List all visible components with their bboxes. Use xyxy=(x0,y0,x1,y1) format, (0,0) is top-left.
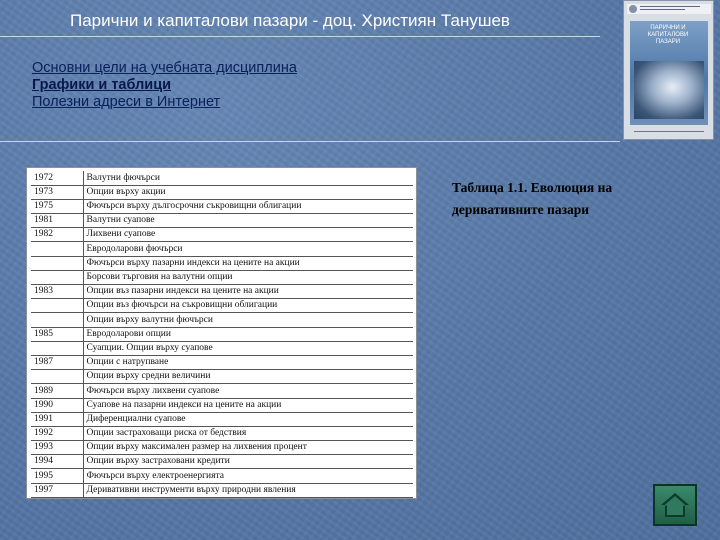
table-year-cell xyxy=(31,270,83,284)
table-year-cell xyxy=(31,256,83,270)
table-row xyxy=(31,370,413,384)
table-row xyxy=(31,384,413,398)
table-year-cell xyxy=(31,341,83,355)
table-derivative-cell: Фючърси върху пазарни индекси на цените на акции xyxy=(83,256,413,270)
table-year-cell: 1990 xyxy=(31,398,83,412)
nav-divider xyxy=(0,141,620,142)
table-row xyxy=(31,469,413,483)
table-caption: Таблица 1.1. Еволюция на деривативните пазари xyxy=(452,180,613,217)
table-year-cell: 1989 xyxy=(31,384,83,398)
table-year-cell: 1992 xyxy=(31,426,83,440)
table-year-cell xyxy=(31,242,83,256)
table-derivative-cell: Опции въз пазарни индекси на цените на акции xyxy=(83,285,413,299)
table-derivative-cell: Фючърси върху електроенергията xyxy=(83,469,413,483)
table-year-cell: 1982 xyxy=(31,228,83,242)
table-row xyxy=(31,327,413,341)
table-year-cell: 1975 xyxy=(31,199,83,213)
table-derivative-cell: Опции върху средни величини xyxy=(83,370,413,384)
cover-title: ПАРИЧНИ И КАПИТАЛОВИ ПАЗАРИ xyxy=(647,25,689,45)
presentation-title: Парични и капиталови пазари - доц. Християн Танушев xyxy=(70,11,510,30)
table-derivative-cell: Валутни фючърси xyxy=(83,171,413,185)
home-button[interactable] xyxy=(653,484,697,526)
table-row xyxy=(31,455,413,469)
table-year-cell xyxy=(31,299,83,313)
table-row xyxy=(31,341,413,355)
table-derivative-cell: Опции върху застраховани кредити xyxy=(83,455,413,469)
table-year-cell: 1981 xyxy=(31,214,83,228)
table-year-cell: 1993 xyxy=(31,441,83,455)
table-derivative-cell: Лихвени суапове xyxy=(83,228,413,242)
table-derivative-cell: Евродоларови фючърси xyxy=(83,242,413,256)
table-row xyxy=(31,256,413,270)
title-divider xyxy=(0,36,600,37)
table-year-cell: 1997 xyxy=(31,483,83,497)
table-year-cell: 1973 xyxy=(31,185,83,199)
table-derivative-cell: Опции въз фючърси на съкровищни облигации xyxy=(83,299,413,313)
table-row xyxy=(31,441,413,455)
table-derivative-cell: Опции с натрупване xyxy=(83,355,413,369)
table-year-cell: 1983 xyxy=(31,285,83,299)
table-year-cell: 1987 xyxy=(31,355,83,369)
table-derivative-cell: Валутни суапове xyxy=(83,214,413,228)
table-row xyxy=(31,412,413,426)
table-year-cell: 1994 xyxy=(31,455,83,469)
university-seal-icon xyxy=(629,5,637,13)
table-derivative-cell: Фючърси върху дългосрочни съкровищни облигации xyxy=(83,199,413,213)
table-row xyxy=(31,242,413,256)
table-row xyxy=(31,483,413,497)
evolution-table-image xyxy=(26,167,417,499)
table-year-cell xyxy=(31,313,83,327)
table-derivative-cell: Суапции. Опции върху суапове xyxy=(83,341,413,355)
nav-link-goals[interactable]: Основни цели на учебната дисциплина xyxy=(32,60,297,76)
table-row xyxy=(31,171,413,185)
cover-footer-line xyxy=(634,131,704,132)
table-row xyxy=(31,426,413,440)
cover-header xyxy=(627,4,711,14)
table-row xyxy=(31,270,413,284)
table-derivative-cell: Фючърси върху лихвени суапове xyxy=(83,384,413,398)
nav-link-charts-tables[interactable]: Графики и таблици xyxy=(32,77,172,93)
table-year-cell: 1972 xyxy=(31,171,83,185)
table-row xyxy=(31,355,413,369)
table-year-cell xyxy=(31,370,83,384)
table-row xyxy=(31,199,413,213)
table-derivative-cell: Деривативни инструменти върху природни явления xyxy=(83,483,413,497)
table-derivative-cell: Евродоларови опции xyxy=(83,327,413,341)
table-year-cell: 1985 xyxy=(31,327,83,341)
home-icon xyxy=(658,489,692,521)
cover-photo xyxy=(634,61,704,119)
table-row xyxy=(31,228,413,242)
table-row xyxy=(31,185,413,199)
table-derivative-cell: Суапове на пазарни индекси на цените на акции xyxy=(83,398,413,412)
table-derivative-cell: Борсови търговия на валутни опции xyxy=(83,270,413,284)
table-row xyxy=(31,313,413,327)
table-row xyxy=(31,299,413,313)
table-row xyxy=(31,285,413,299)
table-derivative-cell: Опции върху максимален размер на лихвения процент xyxy=(83,441,413,455)
table-derivative-cell: Опции върху валутни фючърси xyxy=(83,313,413,327)
table-derivative-cell: Опции върху акции xyxy=(83,185,413,199)
table-row xyxy=(31,214,413,228)
nav-link-web-addresses[interactable]: Полезни адреси в Интернет xyxy=(32,94,221,110)
book-cover-image xyxy=(623,0,714,140)
table-year-cell: 1991 xyxy=(31,412,83,426)
nav-links xyxy=(32,60,297,111)
table-derivative-cell: Диференциални суапове xyxy=(83,412,413,426)
table-derivative-cell: Опции застраховащи риска от бедствия xyxy=(83,426,413,440)
table-year-cell: 1995 xyxy=(31,469,83,483)
evolution-table xyxy=(31,171,413,498)
table-row xyxy=(31,398,413,412)
